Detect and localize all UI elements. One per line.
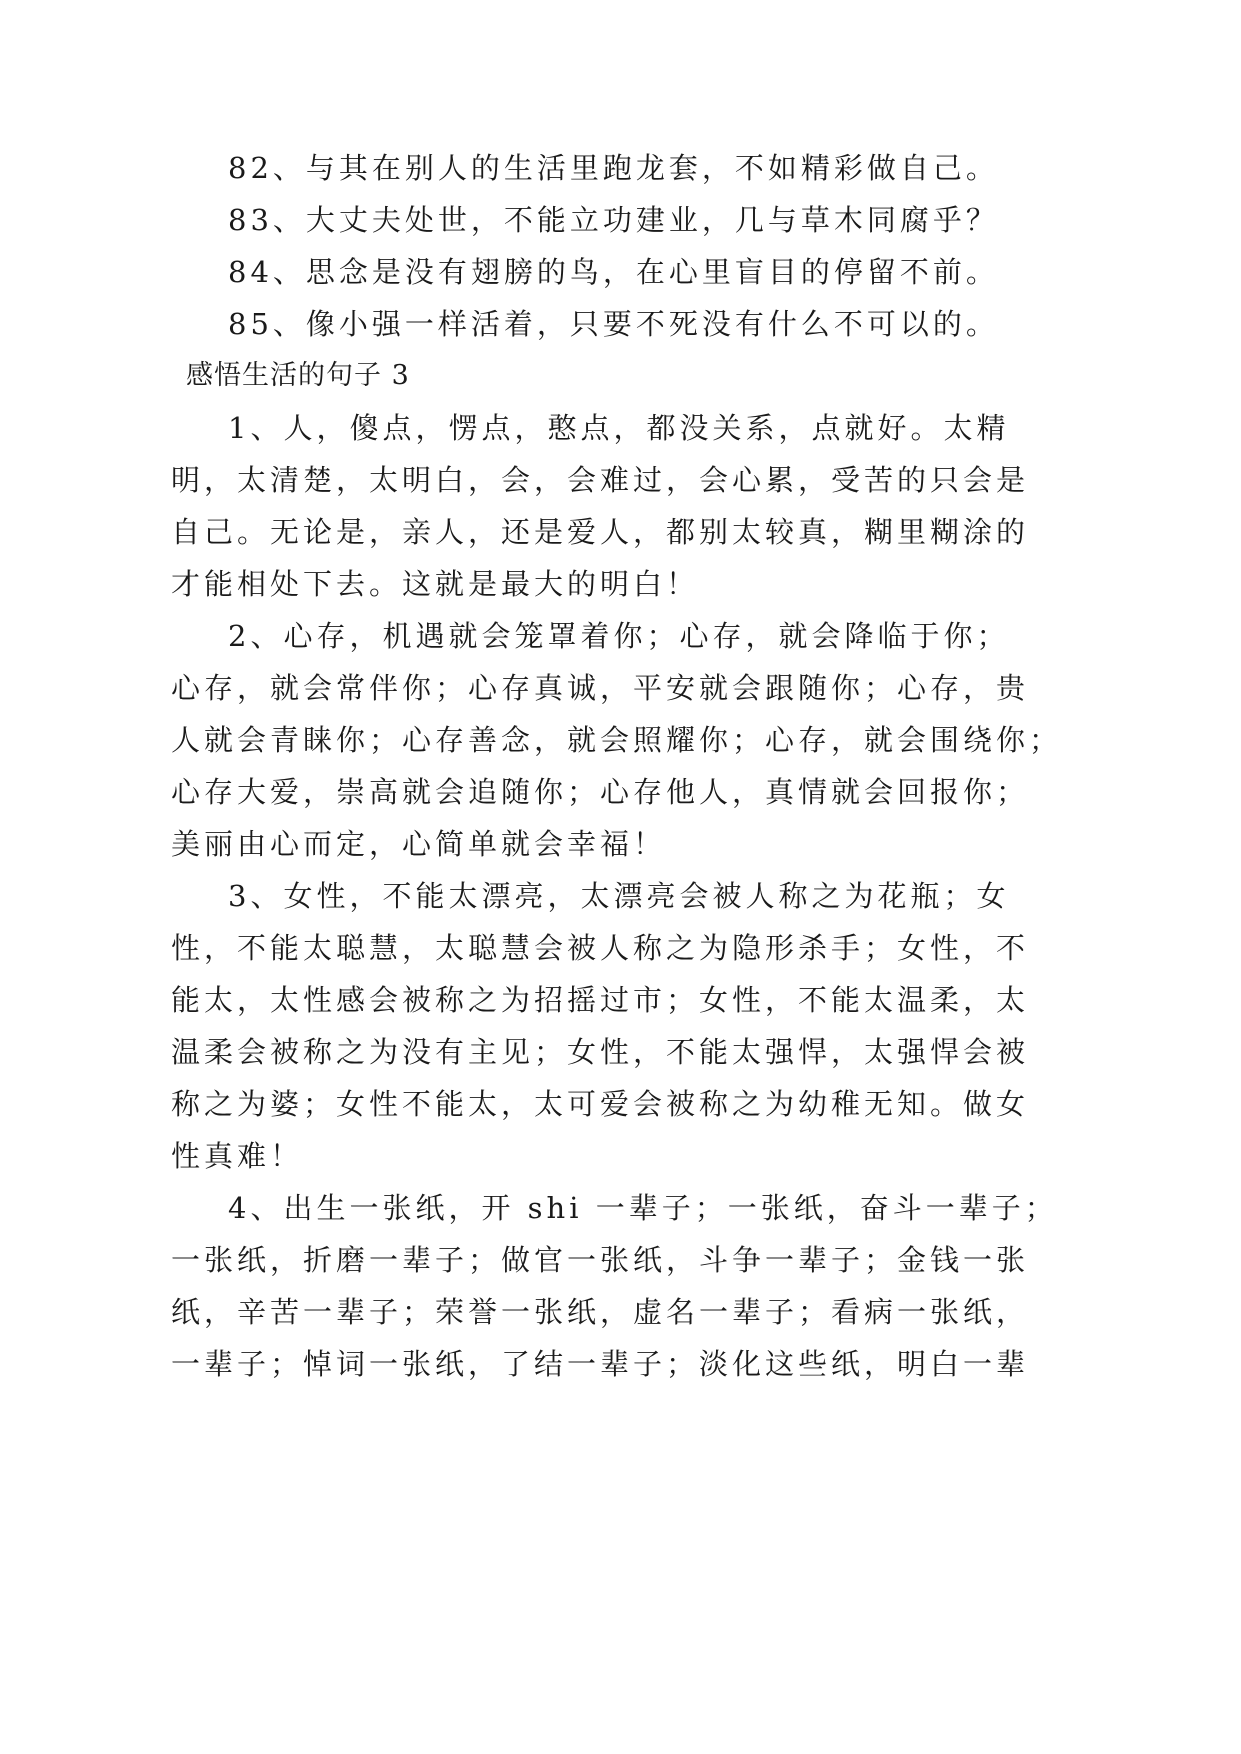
text-line: 心存大爱，崇高就会追随你；心存他人，真情就会回报你； [171,775,1030,809]
text-line: 自己。无论是，亲人，还是爱人，都别太较真，糊里糊涂的 [171,515,1030,549]
text-line: 1、人，傻点，愣点，憨点，都没关系，点就好。太精 [228,411,1010,445]
text-line: 才能相处下去。这就是最大的明白！ [171,567,700,601]
text-line: 3、女性，不能太漂亮，太漂亮会被人称之为花瓶；女 [228,879,1010,913]
text-line: 82、与其在别人的生活里跑龙套，不如精彩做自己。 [228,151,999,185]
text-line: 明，太清楚，太明白，会，会难过，会心累，受苦的只会是 [171,463,1030,497]
text-line: 美丽由心而定，心简单就会幸福！ [171,827,667,861]
section-heading: 感悟生活的句子 3 [186,360,410,391]
text-line: 一辈子；悼词一张纸，了结一辈子；淡化这些纸，明白一辈 [171,1347,1030,1381]
text-line: 能太，太性感会被称之为招摇过市；女性，不能太温柔，太 [171,983,1030,1017]
text-line: 性真难！ [171,1139,304,1173]
text-line: 温柔会被称之为没有主见；女性，不能太强悍，太强悍会被 [171,1035,1030,1069]
text-line: 人就会青睐你；心存善念，就会照耀你；心存，就会围绕你； [171,723,1063,757]
text-line: 4、出生一张纸，开 shi 一辈子；一张纸，奋斗一辈子； [228,1191,1058,1225]
text-line: 一张纸，折磨一辈子；做官一张纸，斗争一辈子；金钱一张 [171,1243,1030,1277]
text-line: 84、思念是没有翅膀的鸟，在心里盲目的停留不前。 [228,255,999,289]
text-line: 纸，辛苦一辈子；荣誉一张纸，虚名一辈子；看病一张纸， [171,1295,1030,1329]
text-line: 83、大丈夫处世，不能立功建业，几与草木同腐乎？ [228,203,999,237]
text-line: 2、心存，机遇就会笼罩着你；心存，就会降临于你； [228,619,1010,653]
text-line: 性，不能太聪慧，太聪慧会被人称之为隐形杀手；女性，不 [171,931,1030,965]
text-line: 心存，就会常伴你；心存真诚，平安就会跟随你；心存，贵 [171,671,1030,705]
text-line: 称之为婆；女性不能太，太可爱会被称之为幼稚无知。做女 [171,1087,1030,1121]
text-line: 85、像小强一样活着，只要不死没有什么不可以的。 [228,307,999,341]
